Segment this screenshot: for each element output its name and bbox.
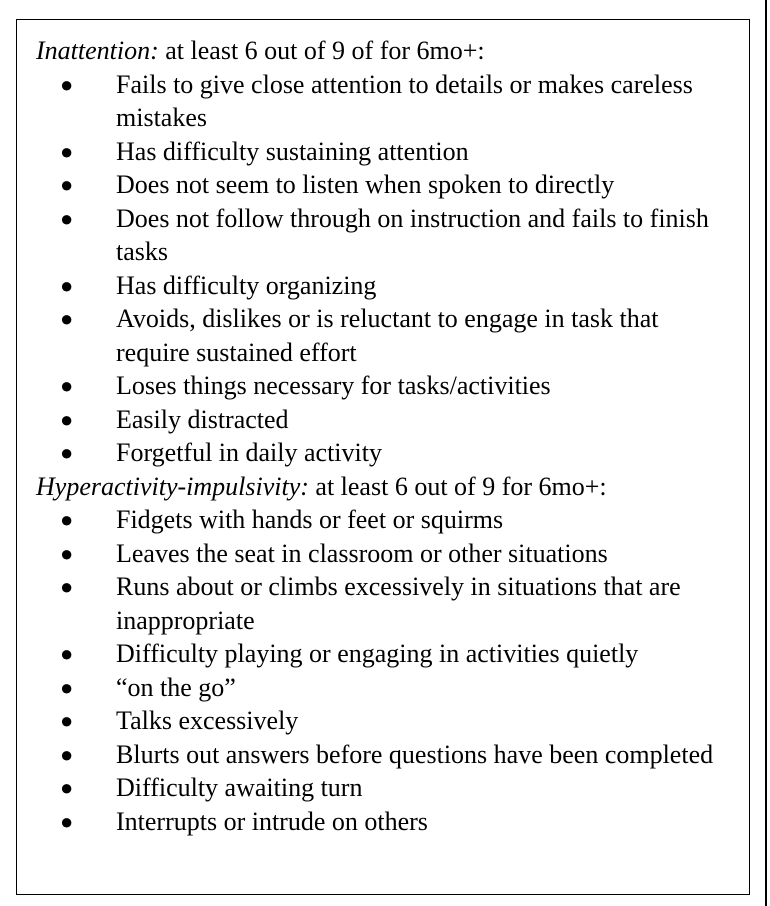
list-item [36, 202, 736, 269]
bullet-icon: ● [60, 674, 74, 700]
bullet-icon: ● [60, 71, 74, 97]
bullet-icon: ● [60, 172, 74, 197]
item-text: Does not seem to listen when spoken to directly [116, 170, 615, 199]
list-item [36, 771, 736, 805]
item-text: Blurts out answers before questions have been completed [116, 739, 714, 769]
bullet-icon: ● [60, 440, 74, 465]
list-item [36, 570, 736, 637]
item-text: Easily distracted [116, 404, 289, 434]
list-item [36, 269, 736, 303]
list-item [36, 403, 736, 437]
item-text: Has difficulty sustaining attention [116, 136, 469, 166]
list-item [36, 168, 736, 202]
bullet-icon: ● [60, 138, 74, 164]
list-item [36, 369, 736, 403]
item-text: Forgetful in daily activity [116, 438, 382, 467]
item-text: Interrupts or intrude on others [116, 806, 428, 836]
item-text: Loses things necessary for tasks/activities [116, 371, 551, 400]
list-item [36, 704, 736, 738]
item-text: “on the go” [116, 672, 236, 702]
item-text: Fails to give close attention to details or makes careless mistakes [116, 69, 693, 132]
hyperactivity-label: Hyperactivity-impulsivity: [36, 471, 309, 501]
inattention-label: Inattention: [36, 36, 159, 65]
bullet-icon: ● [60, 641, 74, 666]
hyperactivity-list [36, 503, 736, 838]
bullet-icon: ● [60, 507, 74, 532]
list-item [36, 302, 736, 369]
bullet-icon: ● [60, 808, 74, 834]
item-text: Leaves the seat in classroom or other situations [116, 538, 608, 568]
item-text: Does not follow through on instruction and fails to finish tasks [116, 203, 709, 266]
list-item [36, 537, 736, 571]
list-item [36, 503, 736, 537]
hyperactivity-criteria: at least 6 out of 9 for 6mo+: [308, 471, 607, 501]
bullet-icon: ● [60, 306, 74, 331]
item-text: Avoids, dislikes or is reluctant to engage in task that require sustained effort [116, 304, 659, 367]
item-text: Has difficulty organizing [116, 270, 377, 300]
item-text: Talks excessively [116, 706, 299, 735]
list-item [36, 805, 736, 839]
list-item [36, 738, 736, 772]
criteria-content [36, 34, 736, 838]
bullet-icon: ● [60, 373, 74, 398]
bullet-icon: ● [60, 741, 74, 767]
bullet-icon: ● [60, 574, 74, 599]
inattention-heading [36, 34, 736, 68]
window-edge [765, 0, 767, 906]
item-text: Difficulty playing or engaging in activities quietly [116, 639, 639, 668]
item-text: Difficulty awaiting turn [116, 773, 363, 802]
list-item [36, 637, 736, 671]
list-item [36, 68, 736, 135]
bullet-icon: ● [60, 272, 74, 298]
bullet-icon: ● [60, 775, 74, 800]
bullet-icon: ● [60, 708, 74, 733]
bullet-icon: ● [60, 540, 74, 566]
hyperactivity-heading [36, 470, 736, 504]
list-item [36, 436, 736, 470]
list-item [36, 671, 736, 705]
list-item [36, 135, 736, 169]
inattention-list [36, 68, 736, 470]
item-text: Fidgets with hands or feet or squirms [116, 505, 504, 534]
bullet-icon: ● [60, 406, 74, 432]
bullet-icon: ● [60, 205, 74, 231]
item-text: Runs about or climbs excessively in situations that are inappropriate [116, 572, 681, 635]
inattention-criteria: at least 6 out of 9 of for 6mo+: [158, 36, 485, 65]
